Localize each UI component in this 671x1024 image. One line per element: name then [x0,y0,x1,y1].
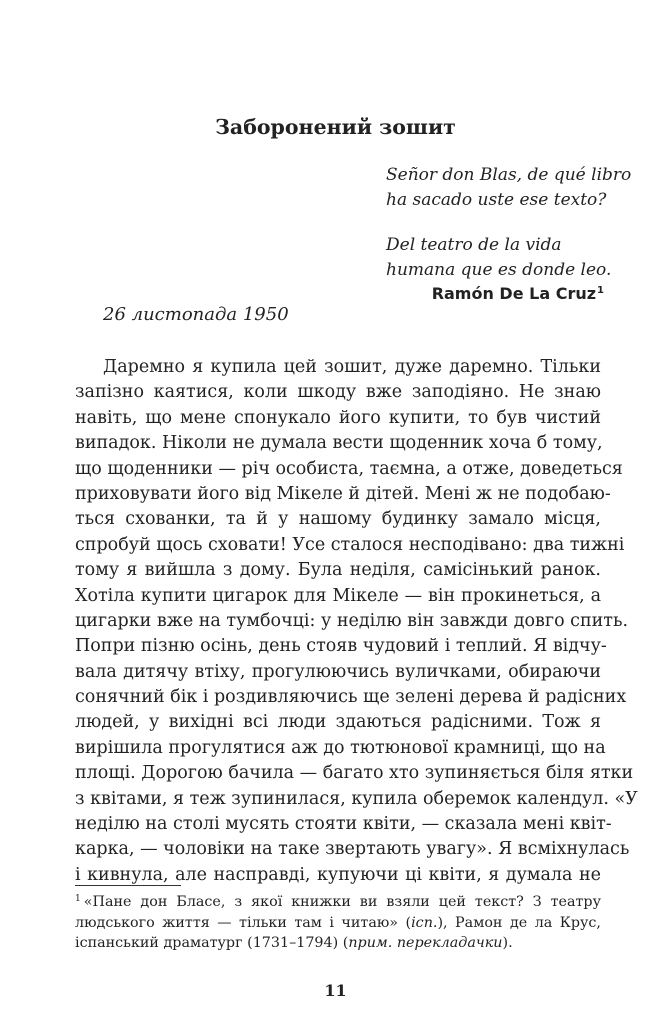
body-line: карка, — чоловіки на таке звертають увагу». Я всміхнулась [75,839,630,860]
body-line: випадок. Ніколи не думала вести щоденник хоча б тому, [75,433,603,454]
footnote-marker: 1 [75,894,81,904]
body-line: навіть, що мене спонукало його купити, то був чистий [75,407,601,428]
body-line: ться схованки, та й у нашому будинку замало місця, [75,509,601,530]
body-line: приховувати його від Мікеле й дітей. Мені ж не подобаю- [75,483,611,504]
body-line: людей, у вихідні всі люди здаються радісними. Тож я [75,712,601,733]
footnote-line [75,933,601,954]
epigraph-stanza [386,233,612,283]
body-line: з квітами, я теж зупинилася, купила оберемок календул. «У [75,788,638,809]
page-number: 11 [324,981,347,1000]
epigraph-stanza [386,163,632,213]
body-text [75,355,638,888]
body-line: сонячний бік і роздивляючись ще зелені дерева й радісних [75,687,627,708]
epigraph-line: ha sacado uste ese texto? [386,190,607,210]
diary-entry-date: 26 листопада 1950 [103,304,289,325]
body-line: Хотіла купити цигарок для Мікеле — він прокинеться, а [75,585,601,606]
footnote-text: ), Рамон де ла Крус, [437,914,601,931]
footnote-abbreviation: ісп. [411,914,438,931]
body-line: і кивнула, але насправді, купуючи ці квіти, я думала не [75,864,601,885]
body-line: Даремно я купила цей зошит, дуже даремно. Тільки [103,357,601,377]
body-line: запізно каятися, коли шкоду вже заподіяно. Не знаю [75,382,601,403]
body-line: Попри пізню осінь, день стояв чудовий і теплий. Я відчу- [75,636,607,657]
epigraph-line: Señor don Blas, de qué libro [386,165,632,185]
epigraph [386,163,632,283]
epigraph-line: Del teatro de la vida [386,235,562,255]
body-line: вирішила прогулятися аж до тютюнової крамниці, що на [75,737,606,758]
footnote-line [75,889,601,913]
epigraph-author [432,280,604,305]
body-line: спробуй щось сховати! Усе сталося несподівано: два тижні [75,534,625,555]
epigraph-line: humana que es donde leo. [386,260,612,280]
footnote [75,889,601,954]
body-line: площі. Дорогою бачила — багато хто зупиняється біля ятки [75,763,634,784]
footnote-text: ). [502,935,513,951]
body-line: неділю на столі мусять стояти квіти, — сказала мені квіт- [75,814,612,835]
footnote-text: людського життя — тільки там і читаю» ( [75,914,412,931]
footnote-text: іспанський драматург (1731–1794) ( [75,935,349,951]
footnote-divider [75,885,181,886]
body-line: тому я вийшла з дому. Була неділя, самісінький ранок. [75,560,601,581]
footnote-line [75,913,601,934]
footnote-reference: 1 [597,285,604,296]
translator-note: прим. перекладачки [348,935,503,951]
body-line: вала дитячу втіху, прогулюючись вуличками, обираючи [75,661,601,682]
body-line: що щоденники — річ особиста, таємна, а отже, доведеться [75,458,623,479]
epigraph-author-name: Ramón De La Cruz [431,284,597,303]
footnote-text: «Пане дон Бласе, з якої книжки ви взяли цей текст? З театру [83,894,601,910]
body-line: цигарки вже на тумбочці: у неділю він завжди довго спить. [75,610,629,631]
chapter-title: Заборонений зошит [215,115,456,139]
